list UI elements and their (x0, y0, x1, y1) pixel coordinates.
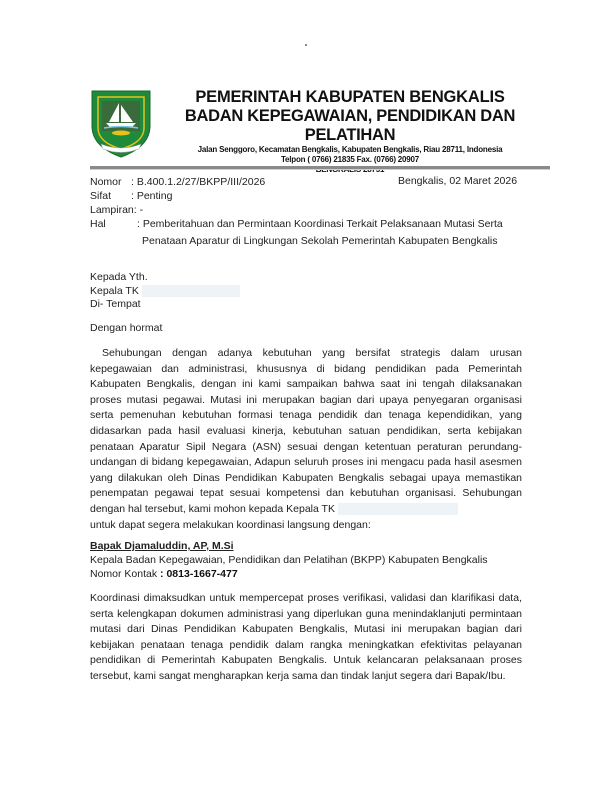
letterhead-agency: BADAN KEPEGAWAIAN, PENDIDIKAN DAN PELATIHAN (184, 107, 516, 144)
body-paragraph-2: Koordinasi dimaksudkan untuk mempercepat proses verifikasi, validasi dan klarifikasi data, serta kelengkapan dokumen administrasi yang diperlukan guna menindaklanjuti permintaan mutasi dari Dinas Pendidikan Kabupaten Bengkalis, Mutasi ini merupakan bagian dari kebijakan penataan tenaga pendidik dalam rangka meningkatkan efektivitas pelayanan pendidikan di Pemerintah Kabupaten Bengkalis. Untuk kelancaran pelaksanaan proses tersebut, kami sangat mengharapkan kerja sama dan tindak lanjut segera dari Bapak/Ibu. (90, 592, 522, 682)
letterhead-phone: Telpon ( 0766) 21835 Fax. (0766) 20907 (280, 155, 420, 164)
meta-hal (90, 217, 503, 231)
nomor-label: Nomor (90, 176, 122, 188)
contact-phone-value: : 0813-1667-477 (160, 568, 238, 580)
paragraph1-end: untuk dapat segera melakukan koordinasi langsung dengan: (90, 518, 371, 531)
contact-name: Bapak Djamaluddin, AP, M.Si (90, 540, 234, 552)
recipient-title: Kepala TK (90, 285, 139, 297)
sifat-label: Sifat (90, 190, 112, 202)
paragraph1-text: Sehubungan dengan adanya kebutuhan yang bersifat strategis dalam urusan kepegawaian dan administrasi, khususnya di bidang pendidikan pada Pemerintah Kabupaten Bengkalis, dengan ini kami sampaikan bahwa saat ini tengah dilaksanakan proses mutasi pegawai. Mutasi ini merupakan bagian dari upaya penyegaran organisasi serta pemenuhan kebutuhan formasi tenaga pendidik dan tenaga kependidikan, yang didasarkan pada hasil evaluasi kinerja, kebutuhan satuan pendidikan, serta kebijakan penataan Aparatur Sipil Negara (ASN) sesuai dengan ketentuan peraturan perundang-undangan di bidang kepegawaian, Adapun seluruh proses ini mengacu pada hasil asesmen yang dilakukan oleh Dinas Pendidikan Kabupaten Bengkalis sebagai upaya memastikan penempatan pegawai tepat sesuai kompetensi dan kebutuhan organisasi. Sehubungan dengan hal tersebut, kami mohon kepada Kepala TK (90, 347, 522, 515)
hal-label: Hal (90, 218, 106, 230)
recipient-line3: Di- Tempat (90, 298, 141, 310)
letterhead-address: Jalan Senggoro, Kecamatan Bengkalis, Kabupaten Bengkalis, Riau 28711, Indonesia (197, 145, 503, 154)
nomor-value: : B.400.1.2/27/BKPP/III/2026 (131, 176, 266, 188)
letterhead-divider (90, 166, 550, 170)
letterhead-government: PEMERINTAH KABUPATEN BENGKALIS (195, 88, 505, 106)
lampiran-label: Lampiran (90, 204, 134, 216)
bengkalis-coat-of-arms-icon (89, 88, 153, 158)
scan-speck (305, 44, 307, 46)
recipient-line1: Kepada Yth. (90, 271, 148, 283)
recipient-line2 (90, 284, 240, 298)
contact-title: Kepala Badan Kepegawaian, Pendidikan dan Pelatihan (BKPP) Kabupaten Bengkalis (90, 554, 488, 566)
meta-sifat (90, 189, 172, 203)
sifat-value: : Penting (131, 190, 173, 202)
lampiran-value: : - (133, 204, 144, 216)
body-paragraph-1 (90, 346, 522, 533)
redacted-school-name (142, 285, 240, 297)
contact-phone (90, 567, 238, 581)
redacted-school-name (338, 503, 458, 515)
contact-phone-label: Nomor Kontak (90, 568, 158, 580)
meta-nomor (90, 175, 265, 189)
hal-value-line2: Penataan Aparatur di Lingkungan Sekolah Pemerintah Kabupaten Bengkalis (142, 235, 498, 247)
meta-lampiran (90, 203, 143, 217)
letter-date: Bengkalis, 02 Maret 2026 (398, 175, 518, 187)
letterhead (155, 87, 545, 175)
hal-value-line1: : Pemberitahuan dan Permintaan Koordinasi Terkait Pelaksanaan Mutasi Serta (137, 218, 503, 230)
greeting: Dengan hormat (90, 322, 163, 334)
